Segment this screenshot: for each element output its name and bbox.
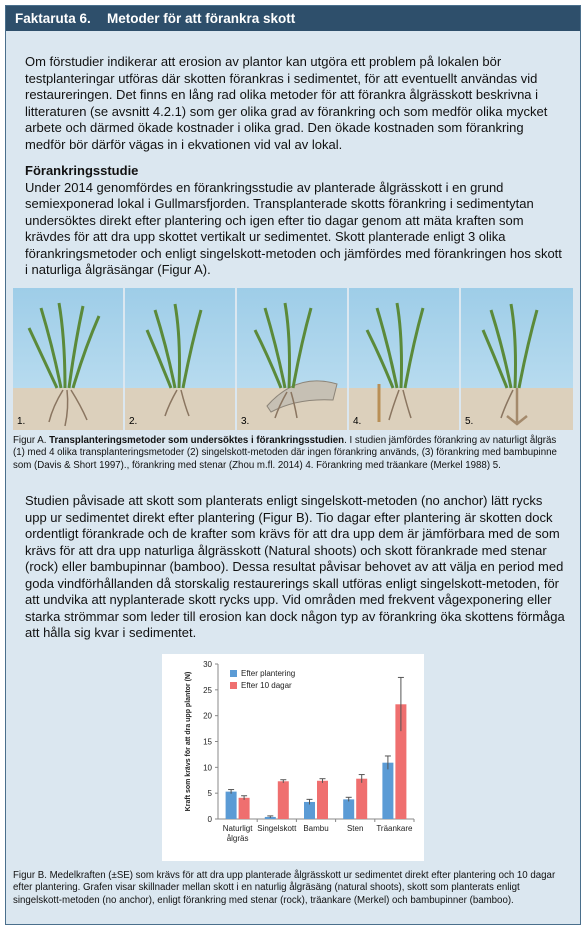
panel-2-label: 2.: [129, 416, 138, 427]
y-axis-label: Kraft som krävs för att dra upp plantor (N): [185, 671, 192, 812]
x-tick-label: Bambu: [303, 824, 329, 833]
y-tick-label: 0: [207, 815, 212, 824]
bar: [239, 798, 250, 819]
fact-box-number: Faktaruta 6.: [15, 11, 91, 26]
intro-paragraph: Om förstudier indikerar att erosion av plantor kan utgöra ett problem på lokalen bör testplanteringar utföras där skotten förankras i sedimentet, för att eventuellt användas vid restaureringen. Det finns en lång rad olika metoder för att förankra ålgrässkott beskrivna i litteraturen (se avsnitt 4.2.1) som ger olika grad av förankring och som medför olika mycket arbete och därmed ökade kostnader i olika grad. Den ökade kostnaden som förankring medför bör därför vägas in i ekvationen vid val av lokal.: [25, 54, 548, 152]
panel-1-label: 1.: [17, 416, 26, 427]
panel-4: [349, 288, 459, 430]
figure-a-caption-prefix: Figur A.: [13, 435, 50, 446]
y-tick-label: 30: [203, 660, 212, 669]
panel-2: [125, 288, 235, 430]
figure-b-caption: Figur B. Medelkraften (±SE) som krävs för att dra upp planterade ålgrässkott ur sedimentet direkt efter plantering och 10 dagar efter plantering. Grafen visar skillnader mellan skott i en naturlig ålgräsäng (natural shoots), skott som planterats enligt singelskott-metoden (no anchor), enligt förankring med stenar (rock), träankare (Merkel) och bambupinner (bamboo).: [13, 870, 556, 906]
y-tick-label: 5: [207, 789, 212, 799]
x-tick-label: Singelskott: [257, 824, 297, 833]
panel-3: [237, 288, 347, 430]
x-tick-label: Sten: [346, 824, 364, 833]
bar: [317, 781, 328, 819]
study-paragraph: Under 2014 genomfördes en förankringsstudie av planterade ålgrässkott i en grund semiexponerad lokal i Gullmarsfjorden. Transplanterade skotts förankring i sedimentytan undersöktes direkt efter plantering och igen efter tio dagar genom att mäta kraften som krävdes för att dra upp skottet vertikalt ur sedimentet. Skott planterade enligt 3 olika förankringsmetoder och enligt singelskott-metoden och jämfördes med förankringen hos skott i naturliga ålgräsängar (Figur A).: [25, 179, 562, 277]
x-tick-label: Naturligt: [222, 824, 253, 833]
figure-a-caption-rest: . I studien jämfördes förankring av naturligt ålgräs (1) med 4 olika transplanteringsmetoder (2) singelskott-metoden där ingen förankring används, (3) förankring med bambupinne som (Davis & Short 1997)., förankring med stenar (Zhou m.fl. 2014) 4. Förankring med träankare (Merkel 1988) 5.: [13, 435, 557, 471]
bar: [278, 781, 289, 819]
panel-3-label: 3.: [241, 416, 250, 427]
figure-a-illustration: [13, 288, 573, 430]
y-tick-label: 20: [203, 711, 212, 721]
legend-swatch: [230, 670, 237, 677]
study-heading: Förankringsstudie: [25, 163, 139, 178]
figure-b-chart: [162, 654, 424, 861]
y-tick-label: 10: [203, 763, 212, 773]
bar: [226, 792, 237, 819]
panel-5-label: 5.: [465, 416, 474, 427]
bar-chart: [162, 654, 424, 861]
x-tick-label: Träankare: [376, 824, 413, 833]
panel-4-label: 4.: [353, 416, 362, 427]
fact-box-header: [6, 6, 580, 31]
results-paragraph: Studien påvisade att skott som planterats enligt singelskott-metoden (no anchor) lätt rycks upp ur sedimentet direkt efter plantering (Figur B). Tio dagar efter plantering är skotten dock ordentligt förankrade och de krafter som krävs för att dra upp dem är jämförbara med de som krävs för att dra upp naturliga ålgrässkott (Natural shoots) och skott förankrade med stenar (rock) eller bambupinnar (bamboo). Dessa resultat påvisar behovet av att välja en period med goda vindförhållanden då storskalig restaurerings skall utföras enligt singelskott-metoden, för att undvika att nyplanterade skott rycks upp. Vid områden med frekvent vågexponering eller starka strömmar som leder till erosion kan dock någon typ av förankring öka skottens förmåga att hålla sig kvar i sedimentet.: [25, 493, 565, 640]
study-section: [25, 163, 565, 279]
panel-5: [461, 288, 573, 430]
figure-a-caption-bold: Transplanteringsmetoder som undersöktes i förankringsstudien: [49, 435, 345, 446]
x-tick-label: ålgräs: [226, 834, 249, 843]
y-tick-label: 15: [203, 737, 212, 747]
panel-1: [13, 288, 123, 430]
fact-box-title: Metoder för att förankra skott: [107, 11, 296, 26]
legend-label: Efter plantering: [241, 669, 296, 678]
legend-swatch: [230, 682, 237, 689]
bar: [356, 779, 367, 819]
y-tick-label: 25: [203, 685, 212, 695]
figure-a-caption: [13, 435, 568, 472]
bar: [343, 799, 354, 819]
legend-label: Efter 10 dagar: [241, 681, 292, 690]
bar: [382, 763, 393, 819]
